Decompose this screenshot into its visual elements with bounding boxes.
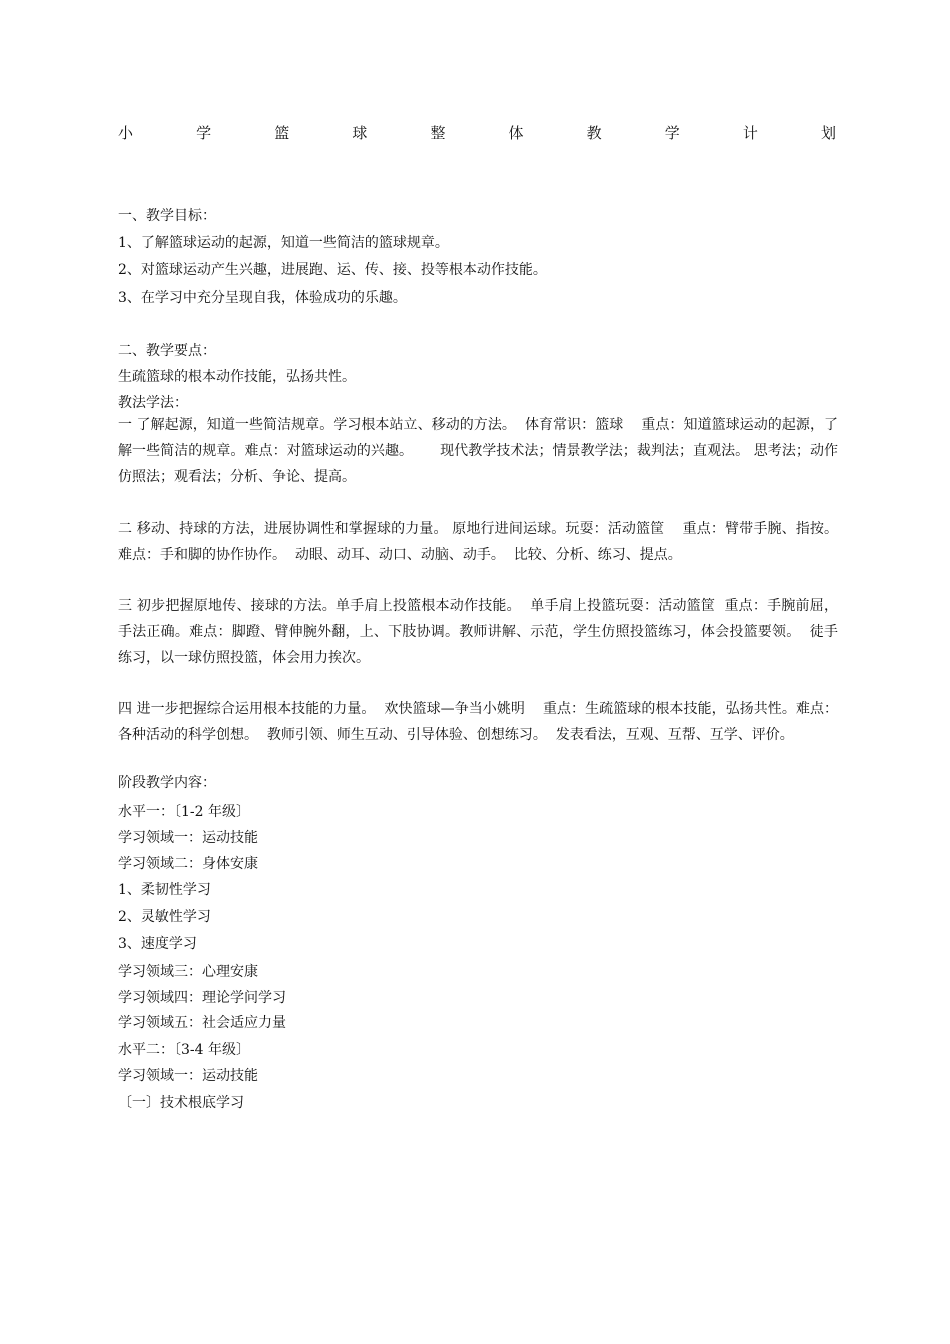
section1-heading: 一、教学目标： bbox=[118, 208, 216, 224]
title-char: 划 bbox=[820, 124, 836, 142]
sub-heading: 〔一〕技术根底学习 bbox=[118, 1095, 244, 1111]
objective-item: 3、在学习中充分呈现自我，体验成功的乐趣。 bbox=[118, 290, 407, 306]
sub-item: 2、灵敏性学习 bbox=[118, 909, 211, 925]
title-char: 球 bbox=[352, 124, 368, 142]
level-heading: 水平一：〔1-2 年级〕 bbox=[118, 804, 250, 820]
lesson-paragraph-3: 三 初步把握原地传、接球的方法。单手肩上投篮根本动作技能。 单手肩上投篮玩耍：活动篮筐 重点：手腕前屈，手法正确。难点：脚蹬、臂伸腕外翻，上、下肢协调。教师讲解、示范，学生仿照投篮练习，体会投篮要领。 徒手练习，以一球仿照投篮，体会用力挨次。 bbox=[118, 598, 838, 666]
teaching-methods-label: 教法学法： bbox=[118, 395, 188, 411]
title-char: 学 bbox=[196, 124, 212, 142]
sub-item: 3、速度学习 bbox=[118, 936, 197, 952]
domain-item: 学习领域一：运动技能 bbox=[118, 1068, 258, 1084]
title-char: 体 bbox=[508, 124, 524, 142]
title-char: 计 bbox=[742, 124, 758, 142]
title-char: 小 bbox=[118, 124, 134, 142]
sub-item: 1、柔韧性学习 bbox=[118, 882, 211, 898]
section2-line: 生疏篮球的根本动作技能，弘扬共性。 bbox=[118, 369, 356, 385]
objective-item: 1、了解篮球运动的起源，知道一些简洁的篮球规章。 bbox=[118, 235, 449, 251]
title-char: 篮 bbox=[274, 124, 290, 142]
title-char: 教 bbox=[586, 124, 602, 142]
section2-heading: 二、教学要点： bbox=[118, 343, 216, 359]
lesson-paragraph-1: 一 了解起源，知道一些简洁规章。学习根本站立、移动的方法。 体育常识：篮球 重点：知道篮球运动的起源，了解一些简洁的规章。难点：对篮球运动的兴趣。 现代教学技术法；情景教学法；裁判法；直观法。 思考法；动作仿照法；观看法；分析、争论、提高。 bbox=[118, 417, 838, 485]
stage-heading: 阶段教学内容： bbox=[118, 775, 216, 791]
domain-item: 学习领域四：理论学问学习 bbox=[118, 990, 286, 1006]
domain-item: 学习领域一：运动技能 bbox=[118, 830, 258, 846]
domain-item: 学习领域二：身体安康 bbox=[118, 856, 258, 872]
level-heading: 水平二：〔3-4 年级〕 bbox=[118, 1042, 250, 1058]
lesson-paragraph-2: 二 移动、持球的方法，进展协调性和掌握球的力量。 原地行进间运球。玩耍：活动篮筐 重点：臂带手腕、指按。难点：手和脚的协作协作。 动眼、动耳、动口、动脑、动手。 比较、分析、练习、提点。 bbox=[118, 521, 838, 563]
title-char: 整 bbox=[430, 124, 446, 142]
domain-item: 学习领域五：社会适应力量 bbox=[118, 1015, 286, 1031]
title-char: 学 bbox=[664, 124, 680, 142]
domain-item: 学习领域三：心理安康 bbox=[118, 964, 258, 980]
lesson-paragraph-4: 四 进一步把握综合运用根本技能的力量。 欢快篮球—争当小姚明 重点：生疏篮球的根本技能，弘扬共性。难点：各种活动的科学创想。 教师引领、师生互动、引导体验、创想练习。 发表看法，互观、互帮、互学、评价。 bbox=[118, 701, 838, 743]
document-title bbox=[118, 122, 836, 143]
objective-item: 2、对篮球运动产生兴趣，进展跑、运、传、接、投等根本动作技能。 bbox=[118, 262, 547, 278]
